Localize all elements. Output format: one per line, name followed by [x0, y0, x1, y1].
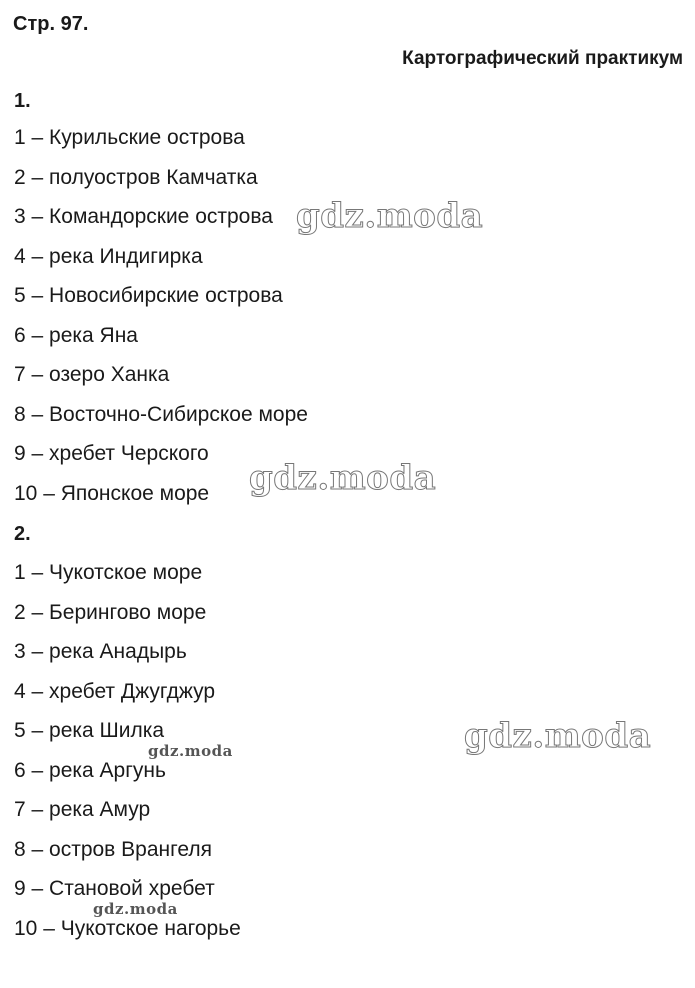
list-item: 5 – Новосибирские острова: [14, 284, 283, 307]
watermark: gdz.moda: [148, 742, 233, 760]
section-number-2: 2.: [14, 523, 31, 545]
list-item: 1 – Курильские острова: [14, 126, 245, 149]
list-item: 7 – озеро Ханка: [14, 363, 170, 386]
section-number-1: 1.: [14, 90, 31, 112]
list-item: 8 – Восточно-Сибирское море: [14, 403, 308, 426]
list-item: 3 – река Анадырь: [14, 640, 187, 663]
page-title: Картографический практикум: [402, 48, 683, 69]
list-item: 9 – хребет Черского: [14, 442, 209, 465]
list-item: 7 – река Амур: [14, 798, 151, 821]
list-item: 2 – полуостров Камчатка: [14, 166, 258, 189]
list-item: 10 – Японское море: [14, 482, 210, 505]
watermark: gdz.moda: [296, 196, 484, 236]
list-item: 6 – река Яна: [14, 324, 138, 347]
list-item: 3 – Командорские острова: [14, 205, 273, 228]
watermark: gdz.moda: [93, 900, 178, 918]
list-item: 5 – река Шилка: [14, 719, 165, 742]
page-reference: Стр. 97.: [13, 13, 89, 35]
list-item: 6 – река Аргунь: [14, 759, 166, 782]
watermark: gdz.moda: [464, 716, 652, 756]
list-item: 2 – Берингово море: [14, 601, 207, 624]
list-item: 4 – хребет Джугджур: [14, 680, 216, 703]
watermark: gdz.moda: [249, 458, 437, 498]
list-item: 1 – Чукотское море: [14, 561, 203, 584]
list-item: 9 – Становой хребет: [14, 877, 215, 900]
list-item: 8 – остров Врангеля: [14, 838, 212, 861]
list-item: 4 – река Индигирка: [14, 245, 203, 268]
list-item: 10 – Чукотское нагорье: [14, 917, 241, 940]
